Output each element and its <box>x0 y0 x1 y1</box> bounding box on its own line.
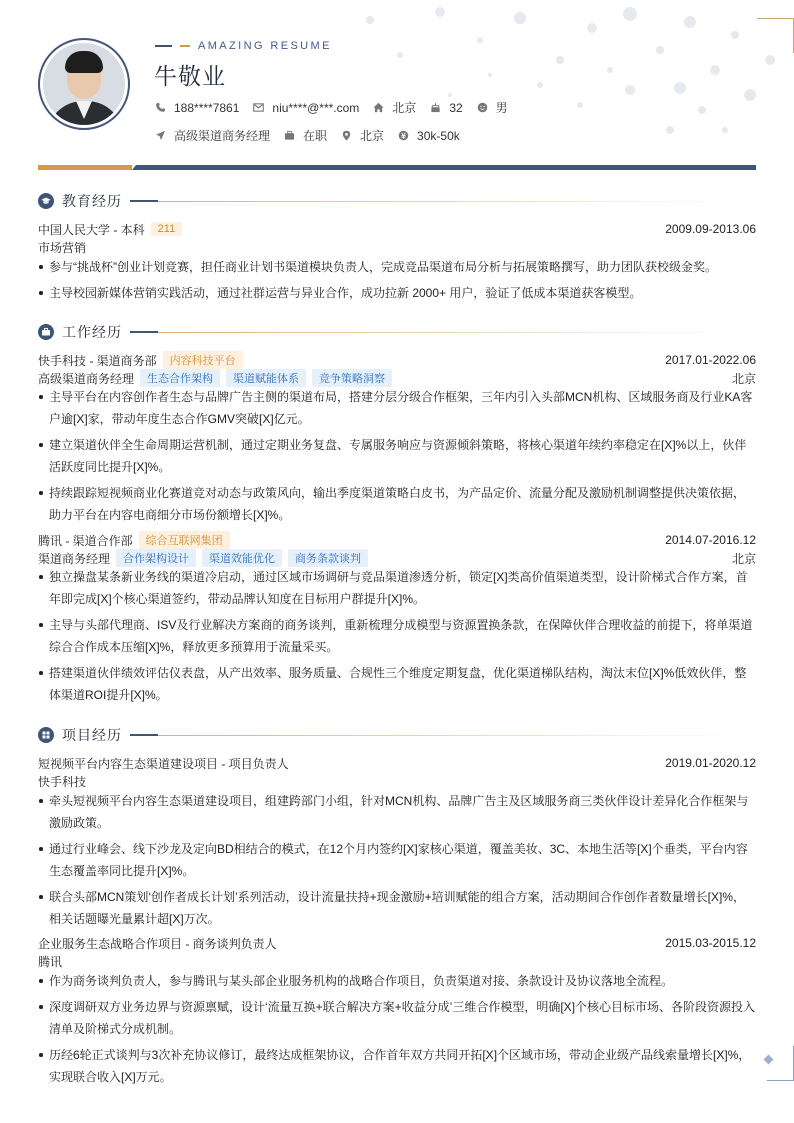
resume-tagline <box>155 40 332 52</box>
home-icon <box>373 102 384 113</box>
school-tag: 211 <box>151 222 183 236</box>
list-item: 联合头部MCN策划‘创作者成长计划’系列活动，设计流量扶持+现金激励+培训赋能的组合方案，活动期间合作创作者数量增长[X]%，相关话题曝光量累计超[X]万次。 <box>38 886 756 930</box>
graduation-cap-icon <box>38 193 54 209</box>
cake-icon <box>430 102 441 113</box>
skill-tag: 渠道赋能体系 <box>226 369 306 387</box>
salary-item <box>398 129 460 143</box>
status-item <box>284 127 327 144</box>
education-section-header <box>38 192 756 210</box>
work-location: 北京 <box>731 551 756 566</box>
city-item <box>373 99 416 116</box>
list-item: 作为商务谈判负责人，参与腾讯与某头部企业服务机构的战略合作项目，负责渠道对接、条款设计及协议落地全流程。 <box>38 970 756 992</box>
avatar-photo <box>43 43 125 125</box>
phone-value: 188****7861 <box>174 100 240 115</box>
work-section-title: 工作经历 <box>62 324 122 340</box>
gender-value: 男 <box>495 101 508 115</box>
education-major-row <box>38 239 756 255</box>
list-item: 历经6轮正式谈判与3次补充协议修订，最终达成框架协议，合作首年双方共同开拓[X]个区域市场，带动企业级产品线索量增长[X]%，实现联合收入[X]万元。 <box>38 1044 756 1088</box>
project-org: 快手科技 <box>38 774 87 789</box>
age-value: 32 <box>449 100 463 115</box>
project-bullets <box>38 790 756 934</box>
project-header-row <box>38 755 756 771</box>
project-org-row <box>38 953 756 969</box>
list-item: 主导与头部代理商、ISV及行业解决方案商的商务谈判，重新梳理分成模型与资源置换条款，在保障伙伴合理收益的前提下，将单渠道综合合作成本压缩[X]%，释放更多预算用于流量采买。 <box>38 614 756 658</box>
work-bullets <box>38 386 756 530</box>
education-section-title: 教育经历 <box>62 193 122 209</box>
education-header-row <box>38 221 756 237</box>
avatar <box>38 38 130 130</box>
corner-decoration-top <box>757 18 794 53</box>
project-name: 企业服务生态战略合作项目 - 商务谈判负责人 <box>38 936 277 951</box>
project-section-header <box>38 726 756 744</box>
position-item <box>155 127 270 144</box>
email-icon <box>253 102 264 113</box>
job-title: 渠道商务经理 <box>38 551 111 566</box>
project-section-title: 项目经历 <box>62 727 122 743</box>
skill-tag: 合作架构设计 <box>116 549 196 567</box>
list-item: 持续跟踪短视频商业化赛道竞对动态与政策风向，输出季度渠道策略白皮书，为产品定价、流量分配及激励机制调整提供决策依据，助力平台在内容电商细分市场份额增长[X]%。 <box>38 482 756 526</box>
job-intent-row <box>155 127 474 144</box>
work-date: 2014.07-2016.12 <box>665 533 756 547</box>
school-name: 中国人民大学 - 本科 <box>38 222 145 237</box>
list-item: 建立渠道伙伴全生命周期运营机制，通过定期业务复盘、专属服务响应与资源倾斜策略，将核心渠道年续约率稳定在[X]%以上，伙伴活跃度同比提升[X]%。 <box>38 434 756 478</box>
skill-tag: 商务条款谈判 <box>288 549 368 567</box>
work-header-row <box>38 352 756 368</box>
candidate-name: 牛敬业 <box>154 64 226 90</box>
company-tag: 内容科技平台 <box>163 351 243 369</box>
contact-row <box>155 99 522 116</box>
work-header-row <box>38 532 756 548</box>
project-org: 腾讯 <box>38 954 63 969</box>
location-pin-icon <box>341 130 352 141</box>
education-date: 2009.09-2013.06 <box>665 222 756 236</box>
corner-decoration-bottom <box>767 1046 794 1081</box>
education-bullets <box>38 256 756 308</box>
project-org-row <box>38 773 756 789</box>
phone-icon <box>155 102 166 113</box>
work-city-item <box>341 127 384 144</box>
list-item: 参与“挑战杯”创业计划竞赛，担任商业计划书渠道模块负责人，完成竞品渠道布局分析与拓展策略撰写，助力团队获校级金奖。 <box>38 256 756 278</box>
skill-tag: 生态合作架构 <box>140 369 220 387</box>
list-item: 牵头短视频平台内容生态渠道建设项目，组建跨部门小组，针对MCN机构、品牌广告主及区域服务商三类伙伴设计差异化合作框架与激励政策。 <box>38 790 756 834</box>
project-bullets <box>38 970 756 1092</box>
work-city-value: 北京 <box>360 129 385 143</box>
city-value: 北京 <box>392 101 417 115</box>
skill-tag: 竞争策略洞察 <box>312 369 392 387</box>
list-item: 主导校园新媒体营销实践活动，通过社群运营与异业合作，成功拉新 2000+ 用户，验证了低成本渠道获客模型。 <box>38 282 756 304</box>
money-icon <box>398 130 409 141</box>
list-item: 主导平台在内容创作者生态与品牌广告主侧的渠道布局，搭建分层分级合作框架，三年内引入头部MCN机构、区域服务商及行业KA客户逾[X]家，带动年度生态合作GMV突破[X]亿元。 <box>38 386 756 430</box>
list-item: 独立操盘某条新业务线的渠道冷启动，通过区域市场调研与竞品渠道渗透分析，锁定[X]类高价值渠道类型，设计阶梯式合作方案，首年即完成[X]个核心渠道签约，带动品牌认知度在目标用户群提升[X]%。 <box>38 566 756 610</box>
work-title-row <box>38 550 756 566</box>
company-name: 腾讯 - 渠道合作部 <box>38 533 133 548</box>
project-date: 2019.01-2020.12 <box>665 756 756 770</box>
major: 市场营销 <box>38 240 87 255</box>
project-date: 2015.03-2015.12 <box>665 936 756 950</box>
list-item: 搭建渠道伙伴绩效评估仪表盘，从产出效率、服务质量、合规性三个维度定期复盘，优化渠道梯队结构，淘汰末位[X]%低效伙伴，整体渠道ROI提升[X]%。 <box>38 662 756 706</box>
send-icon <box>155 130 166 141</box>
gender-item <box>477 99 508 116</box>
job-title: 高级渠道商务经理 <box>38 371 135 386</box>
grid-icon <box>38 727 54 743</box>
salary-value: 30k-50k <box>417 128 460 143</box>
tagline-text: AMAZING RESUME <box>198 40 332 52</box>
project-header-row <box>38 935 756 951</box>
age-item <box>430 101 462 115</box>
list-item: 通过行业峰会、线下沙龙及定向BD相结合的模式，在12个月内签约[X]家核心渠道，覆盖美妆、3C、本地生活等[X]个垂类，平台内容生态覆盖率同比提升[X]%。 <box>38 838 756 882</box>
position-value: 高级渠道商务经理 <box>174 129 271 143</box>
header-divider-bar <box>38 165 756 170</box>
work-title-row <box>38 370 756 386</box>
briefcase-icon <box>38 324 54 340</box>
work-date: 2017.01-2022.06 <box>665 353 756 367</box>
company-name: 快手科技 - 渠道商务部 <box>38 353 157 368</box>
smile-icon <box>477 102 488 113</box>
company-tag: 综合互联网集团 <box>139 531 230 549</box>
work-section-header <box>38 323 756 341</box>
project-name: 短视频平台内容生态渠道建设项目 - 项目负责人 <box>38 756 289 771</box>
list-item: 深度调研双方业务边界与资源禀赋，设计‘流量互换+联合解决方案+收益分成’三维合作模型，明确[X]个核心目标市场、各阶段资源投入清单及阶梯式分成机制。 <box>38 996 756 1040</box>
work-location: 北京 <box>731 371 756 386</box>
work-bullets <box>38 566 756 710</box>
status-value: 在职 <box>303 129 328 143</box>
phone-item <box>155 101 239 115</box>
skill-tag: 渠道效能优化 <box>202 549 282 567</box>
email-item <box>253 101 359 115</box>
briefcase-icon <box>284 130 295 141</box>
email-value: niu****@***.com <box>272 100 360 115</box>
